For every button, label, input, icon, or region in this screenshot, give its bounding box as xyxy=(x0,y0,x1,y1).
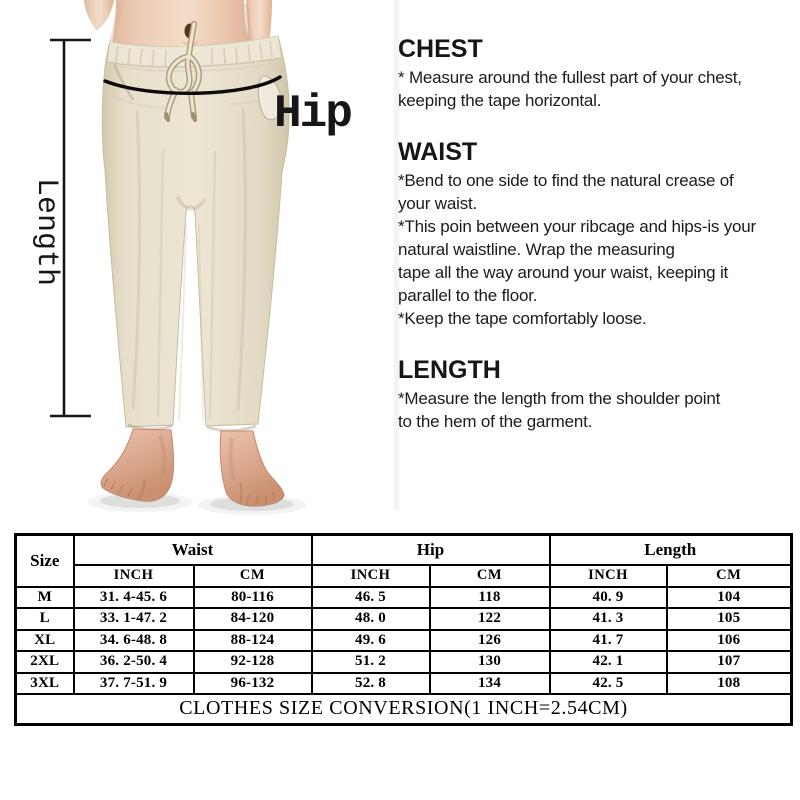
length-inch-cell: 41. 7 xyxy=(550,630,667,652)
size-cell: M xyxy=(16,587,74,609)
hip-cm-cell: 130 xyxy=(430,651,550,673)
hip-inch-header: INCH xyxy=(312,565,430,587)
length-cm-cell: 107 xyxy=(667,651,792,673)
table-row xyxy=(16,673,792,695)
waist-column-header: Waist xyxy=(74,535,312,565)
hip-measure-label: Hip xyxy=(274,88,351,140)
size-cell: 3XL xyxy=(16,673,74,695)
length-cm-header: CM xyxy=(667,565,792,587)
instruction-line: keeping the tape horizontal. xyxy=(398,91,602,110)
instruction-line: *This poin between your ribcage and hips-is your xyxy=(398,217,756,236)
waist-cm-cell: 84-120 xyxy=(194,608,312,630)
instruction-line: parallel to the floor. xyxy=(398,286,538,305)
waist-section-heading: WAIST xyxy=(398,138,478,166)
instruction-line: *Measure the length from the shoulder point xyxy=(398,389,721,408)
hip-cm-cell: 134 xyxy=(430,673,550,695)
waist-inch-cell: 33. 1-47. 2 xyxy=(74,608,194,630)
instruction-line: *Bend to one side to find the natural crease of xyxy=(398,171,734,190)
table-row xyxy=(16,630,792,652)
waist-cm-cell: 80-116 xyxy=(194,587,312,609)
hip-cm-cell: 122 xyxy=(430,608,550,630)
waist-inch-header: INCH xyxy=(74,565,194,587)
length-inch-header: INCH xyxy=(550,565,667,587)
table-row xyxy=(16,651,792,673)
measuring-instructions xyxy=(398,34,794,458)
size-cell: L xyxy=(16,608,74,630)
length-cm-cell: 104 xyxy=(667,587,792,609)
instruction-line: * Measure around the fullest part of your chest, xyxy=(398,68,742,87)
length-column-header: Length xyxy=(550,535,792,565)
conversion-note: CLOTHES SIZE CONVERSION(1 INCH=2.54CM) xyxy=(16,694,792,724)
length-cm-cell: 106 xyxy=(667,630,792,652)
product-photo xyxy=(0,0,400,515)
waist-cm-header: CM xyxy=(194,565,312,587)
waist-section xyxy=(398,137,794,330)
waist-inch-cell: 31. 4-45. 6 xyxy=(74,587,194,609)
length-inch-cell: 42. 5 xyxy=(550,673,667,695)
waist-inch-cell: 37. 7-51. 9 xyxy=(74,673,194,695)
size-chart xyxy=(14,533,790,726)
instruction-line: *Keep the tape comfortably loose. xyxy=(398,309,647,328)
size-chart-table xyxy=(14,533,793,726)
hip-column-header: Hip xyxy=(312,535,550,565)
instruction-line: your waist. xyxy=(398,194,478,213)
length-measure-label: Length xyxy=(29,177,63,287)
table-unit-header-row xyxy=(16,565,792,587)
hip-cm-cell: 118 xyxy=(430,587,550,609)
table-row xyxy=(16,587,792,609)
instruction-line: natural waistline. Wrap the measuring xyxy=(398,240,675,259)
chest-section-heading: CHEST xyxy=(398,35,483,63)
waist-cm-cell: 88-124 xyxy=(194,630,312,652)
length-section xyxy=(398,355,794,433)
waist-cm-cell: 92-128 xyxy=(194,651,312,673)
instruction-line: tape all the way around your waist, keeping it xyxy=(398,263,729,282)
table-group-header-row xyxy=(16,535,792,565)
table-row xyxy=(16,608,792,630)
length-inch-cell: 41. 3 xyxy=(550,608,667,630)
length-inch-cell: 42. 1 xyxy=(550,651,667,673)
hip-cm-header: CM xyxy=(430,565,550,587)
hip-inch-cell: 49. 6 xyxy=(312,630,430,652)
model-feet xyxy=(101,429,284,506)
hip-inch-cell: 46. 5 xyxy=(312,587,430,609)
hip-inch-cell: 48. 0 xyxy=(312,608,430,630)
waist-inch-cell: 36. 2-50. 4 xyxy=(74,651,194,673)
hip-inch-cell: 51. 2 xyxy=(312,651,430,673)
waist-inch-cell: 34. 6-48. 8 xyxy=(74,630,194,652)
length-cm-cell: 105 xyxy=(667,608,792,630)
size-cell: XL xyxy=(16,630,74,652)
table-footer-row xyxy=(16,694,792,724)
hip-inch-cell: 52. 8 xyxy=(312,673,430,695)
hip-cm-cell: 126 xyxy=(430,630,550,652)
length-cm-cell: 108 xyxy=(667,673,792,695)
chest-section xyxy=(398,34,794,112)
size-cell: 2XL xyxy=(16,651,74,673)
size-column-header: Size xyxy=(16,535,74,587)
instruction-line: to the hem of the garment. xyxy=(398,412,593,431)
length-inch-cell: 40. 9 xyxy=(550,587,667,609)
waist-cm-cell: 96-132 xyxy=(194,673,312,695)
length-section-heading: LENGTH xyxy=(398,356,501,384)
